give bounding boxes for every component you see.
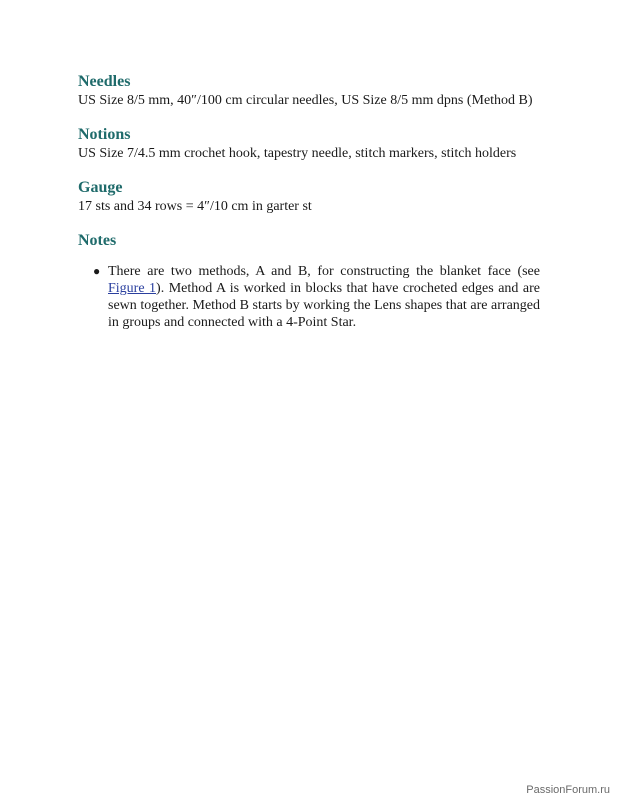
bullet-icon: ● <box>93 264 101 278</box>
notes-list <box>78 263 540 331</box>
notions-text: US Size 7/4.5 mm crochet hook, tapestry needle, stitch markers, stitch holders <box>78 146 517 161</box>
list-item <box>78 263 540 331</box>
section-notions <box>78 125 540 162</box>
figure-1-link[interactable]: Figure 1 <box>108 281 157 296</box>
section-gauge <box>78 178 540 215</box>
notes-text-before: There are two methods, A and B, for constructing the blanket face (see <box>108 264 540 279</box>
section-needles <box>78 72 540 109</box>
document-page <box>78 72 540 347</box>
heading-notes: Notes <box>78 232 117 249</box>
heading-needles: Needles <box>78 73 131 90</box>
heading-notions: Notions <box>78 126 131 143</box>
watermark: PassionForum.ru <box>526 784 610 796</box>
notes-text-after: ). Method A is worked in blocks that have crocheted edges and are sewn together. Method B starts by working the Lens shapes that are arranged in groups and connected with a 4-Point Star. <box>108 281 540 330</box>
needles-text: US Size 8/5 mm, 40″/100 cm circular needles, US Size 8/5 mm dpns (Method B) <box>78 93 533 108</box>
gauge-text: 17 sts and 34 rows = 4″/10 cm in garter st <box>78 199 312 214</box>
heading-gauge: Gauge <box>78 179 123 196</box>
section-notes <box>78 231 540 331</box>
